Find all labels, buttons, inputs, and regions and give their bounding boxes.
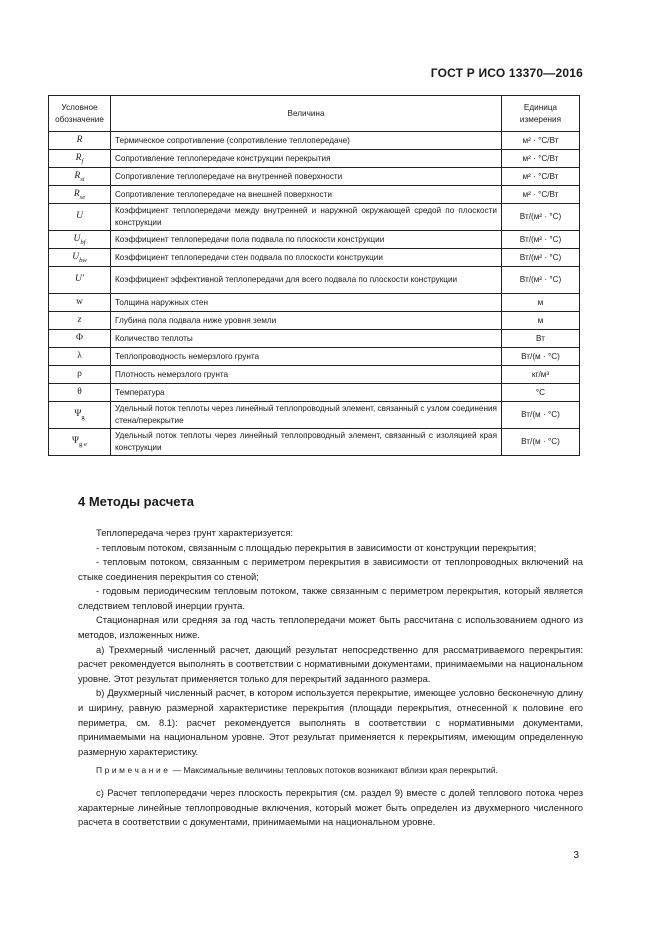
unit-cell: Вт/(м · °С) [502,348,580,366]
symbol-cell: $\Psi_g$ [49,402,111,429]
document-header: ГОСТ Р ИСО 13370—2016 [430,66,583,80]
symbol-cell: $R_{si}$ [49,168,111,186]
header-quantity: Величина [111,96,502,132]
table-row [49,231,580,249]
unit-cell: м [502,294,580,312]
unit-cell: Вт/(м² · °С) [502,249,580,267]
symbol-cell: λ [49,348,111,366]
unit-cell: Вт/(м² · °С) [502,267,580,294]
symbol-cell: U′ [49,267,111,294]
table-row [49,204,580,231]
symbol-cell: w [49,294,111,312]
table-row [49,429,580,456]
symbol-cell: U [49,204,111,231]
unit-cell: °С [502,384,580,402]
quantity-cell: Плотность немерзлого грунта [111,366,502,384]
section-title: 4 Методы расчета [78,494,194,509]
unit-cell: м² · °С/Вт [502,186,580,204]
symbols-table [48,95,580,456]
symbol-cell: $U_{bw}$ [49,249,111,267]
quantity-cell: Коэффициент теплопередачи пола подвала по плоскости конструкции [111,231,502,249]
symbol-cell: Φ [49,330,111,348]
header-unit: Единица измерения [502,96,580,132]
paragraph: b) Двухмерный численный расчет, в котором используется перекрытие, имеющее условно бесконечную длину и ширину, равную размерной характеристике перекрытия (площади перекрытия, отнесенной к половине его периметра, см. 8.1): расчет рекомендуется выполнять в соответствии с нормативными документами, принимаемыми на национальном уровне. Этот результат применяется к перекрытиям, имеющим определенную размерную характеристику. [78,687,583,757]
table-row [49,366,580,384]
table-row [49,267,580,294]
table-row [49,294,580,312]
quantity-cell: Термическое сопротивление (сопротивление теплопередаче) [111,132,502,150]
symbol-cell: $\Psi_{g e}$ [49,429,111,456]
paragraph: Теплопередача через грунт характеризуется: [96,527,294,538]
symbol-cell: $R_f$ [49,150,111,168]
unit-cell: Вт [502,330,580,348]
paragraph: - тепловым потоком, связанным с периметром перекрытия в зависимости от теплопроводных включений на стыке соединения перекрытия со стеной; [78,556,583,582]
paragraph: - тепловым потоком, связанным с площадью перекрытия в зависимости от конструкции перекрытия; [96,541,537,553]
quantity-cell: Глубина пола подвала ниже уровня земли [111,312,502,330]
symbol-cell: z [49,312,111,330]
page-number: 3 [573,850,579,861]
unit-cell: м² · °С/Вт [502,132,580,150]
quantity-cell: Количество теплоты [111,330,502,348]
paragraph: - годовым периодическим тепловым потоком, также связанным с периметром перекрытия, который является следствием тепловой инерции грунта. [78,585,583,611]
table-row [49,348,580,366]
table-header-row [49,96,580,132]
unit-cell: Вт/(м² · °С) [502,231,580,249]
quantity-cell: Удельный поток теплоты через линейный теплопроводный элемент, связанный с изоляцией края конструкции [111,429,502,456]
unit-cell: м [502,312,580,330]
table-row [49,186,580,204]
unit-cell: кг/м³ [502,366,580,384]
symbol-cell: ρ [49,366,111,384]
quantity-cell: Толщина наружных стен [111,294,502,312]
quantity-cell: Коэффициент теплопередачи стен подвала по плоскости конструкции [111,249,502,267]
note-label: Примечание [96,765,171,776]
table-row [49,132,580,150]
symbol-cell: $R_{se}$ [49,186,111,204]
unit-cell: Вт/(м · °С) [502,402,580,429]
quantity-cell: Коэффициент эффективной теплопередачи для всего подвала по плоскости конструкции [111,267,502,294]
note [78,764,583,777]
table-row [49,312,580,330]
quantity-cell: Температура [111,384,502,402]
quantity-cell: Сопротивление теплопередаче на внутренней поверхности [111,168,502,186]
unit-cell: м² · °С/Вт [502,150,580,168]
unit-cell: м² · °С/Вт [502,168,580,186]
quantity-cell: Удельный поток теплоты через линейный теплопроводный элемент, связанный с узлом соединения стена/перекрытие [111,402,502,429]
paragraph: a) Трехмерный численный расчет, дающий результат непосредственно для рассматриваемого перекрытия: расчет рекомендуется выполнять в соответствии с нормативными документами, принимаемыми на национальном уровне. Этот результат применяется только для перекрытий заданного размера. [78,643,583,684]
header-symbol: Условное обозначение [49,96,111,132]
table-row [49,150,580,168]
symbol-cell: R [49,132,111,150]
quantity-cell: Сопротивление теплопередаче на внешней поверхности [111,186,502,204]
quantity-cell: Теплопроводность немерзлого грунта [111,348,502,366]
paragraph: Стационарная или средняя за год часть теплопередачи может быть рассчитана с использованием одного из методов, изложенных ниже. [78,614,583,641]
quantity-cell: Коэффициент теплопередачи между внутренней и наружной окружающей средой по плоскости конструкции [111,204,502,231]
note-text: — Максимальные величины тепловых потоков возникают вблизи края перекрытий. [170,765,498,776]
body-text [78,526,583,830]
paragraph: c) Расчет теплопередачи через плоскость перекрытия (см. раздел 9) вместе с долей теплового потока через характерные линейные теплопроводные включения, который может быть определен из двухмерного численного расчета в соответствии с документами, принимаемыми на национальном уровне. [78,787,583,828]
table-row [49,330,580,348]
table-row [49,384,580,402]
table-row [49,249,580,267]
symbol-cell: $U_{bf}$ [49,231,111,249]
unit-cell: Вт/(м² · °С) [502,204,580,231]
table-row [49,402,580,429]
unit-cell: Вт/(м · °С) [502,429,580,456]
quantity-cell: Сопротивление теплопередаче конструкции перекрытия [111,150,502,168]
table-row [49,168,580,186]
symbol-cell: θ [49,384,111,402]
